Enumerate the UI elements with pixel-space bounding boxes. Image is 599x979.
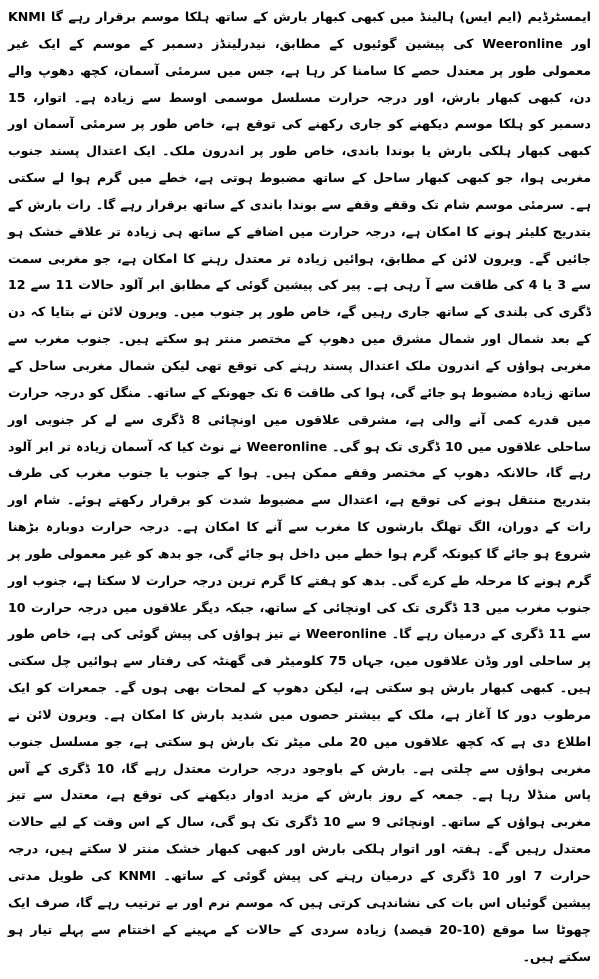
article-body: ایمسٹرڈیم (ایم ایس) ہالینڈ میں کبھی کبھار بارش کے ساتھ ہلکا موسم برقرار رہے گا KNMI اور Weeronline کی پیشین گوئیوں کے مطابق، نیدرلینڈز دسمبر کے موسم کے ایک غیر معمولی طور پر معتدل حصے کا سامنا کر رہا ہے، جس میں سرمئی آسمان، کچھ دھوپ والے دن، کبھی کبھار بارش، اور درجہ حرارت مسلسل موسمی اوسط سے زیادہ ہے۔ اتوار، 15 دسمبر کو ہلکا موسم دیکھنے کو جاری رکھنے کی توقع ہے، خاص طور پر سرمئی آسمان اور کبھی کبھار ہلکی بارش یا بوندا باندی، خاص طور پر اندرون ملک۔ ایک اعتدال پسند جنوب مغربی ہوا، جو کبھی کبھار ساحل کے ساتھ مضبوط ہوتی ہے، خطے میں گرم ہوا لے سکتی ہے۔ سرمئی موسم شام تک وقفے وقفے سے بوندا باندی کے ساتھ برقرار رہے گا۔ رات بارش کے بتدریج کلیئر ہونے کا امکان ہے، درجہ حرارت میں اضافے کے ساتھ ہی زیادہ تر علاقے خشک ہو جائیں گے۔ ویرون لائن کے مطابق، ہوائیں زیادہ تر معتدل رہنے کا امکان ہے، جو مغربی سمت سے 3 یا 4 کی طاقت سے آ رہی ہے۔ پیر کی پیشین گوئی کے مطابق ابر آلود حالات 11 سے 12 ڈگری کی بلندی کے ساتھ جاری رہیں گے، خاص طور پر جنوب میں۔ ویرون لائن نے بتایا کہ دن کے بعد شمال اور شمال مشرق میں دھوپ کے مختصر منتر ہو سکتے ہیں۔ جنوب مغرب سے مغربی ہواؤں کے اندرون ملک اعتدال پسند رہنے کی توقع تھی لیکن شمال مغربی ساحل کے ساتھ زیادہ مضبوط ہو جائے گی، ہوا کی طاقت 6 تک جھونکے کے ساتھ۔ منگل کو درجہ حرارت میں قدرے کمی آنے والی ہے، مشرقی علاقوں میں اونچائی 8 ڈگری سے لے کر جنوبی اور ساحلی علاقوں میں 10 ڈگری تک ہو گی۔ Weeronline نے نوٹ کیا کہ آسمان زیادہ تر ابر آلود رہے گا، حالانکہ دھوپ کے مختصر وقفے ممکن ہیں۔ ہوا کے جنوب یا جنوب مغرب کی طرف بتدریج منتقل ہونے کی توقع ہے، اعتدال سے مضبوط شدت کو برقرار رکھتے ہوئے۔ شام اور رات کے دوران، الگ تھلگ بارشوں کا مغرب سے آنے کا امکان ہے۔ درجہ حرارت دوبارہ بڑھنا شروع ہو جائے گا کیونکہ گرم ہوا خطے میں داخل ہو جائے گی، جو بدھ کو غیر معمولی طور پر گرم ہونے کا مرحلہ طے کرے گی۔ بدھ کو ہفتے کا گرم ترین درجہ حرارت لا سکتا ہے، جنوب اور جنوب مغرب میں 13 ڈگری تک کی اونچائی کے ساتھ، جبکہ دیگر علاقوں میں درجہ حرارت 10 سے 11 ڈگری کے درمیان رہے گا۔ Weeronline نے تیز ہواؤں کی پیش گوئی کی ہے، خاص طور پر ساحلی اور وڈن علاقوں میں، جہاں 75 کلومیٹر فی گھنٹہ کی رفتار سے ہوائیں چل سکتی ہیں۔ کبھی کبھار بارش ہو سکتی ہے، لیکن دھوپ کے لمحات بھی ہوں گے۔ جمعرات کو ایک مرطوب دور کا آغاز ہے، ملک کے بیشتر حصوں میں شدید بارش کا امکان ہے۔ ویرون لائن نے اطلاع دی ہے کہ کچھ علاقوں میں 20 ملی میٹر تک بارش ہو سکتی ہے، جو مسلسل جنوب مغربی ہواؤں سے چلتی ہے۔ بارش کے باوجود درجہ حرارت معتدل رہے گا، 10 ڈگری کے آس پاس منڈلا رہا ہے۔ جمعہ کے روز بارش کے مزید ادوار دیکھنے کی توقع ہے، معتدل سے تیز مغربی ہواؤں کے ساتھ۔ اونچائی 9 سے 10 ڈگری تک ہو گی، سال کے اس وقت کے لیے حالات معتدل رہیں گے۔ ہفتہ اور اتوار ہلکی بارش اور کبھی کبھار خشک منتر لا سکتے ہیں، درجہ حرارت 7 اور 10 ڈگری کے درمیان رہنے کی پیش گوئی کے ساتھ۔ KNMI کی طویل مدتی پیشین گوئیاں اس بات کی نشاندہی کرتی ہیں کہ موسم نرم اور بے ترتیب رہے گا، صرف ایک چھوٹا سا موقع (10-20 فیصد) زیادہ سردی کے حالات کے مہینے کے اختتام سے پہلے تیار ہو سکتے ہیں۔: [8, 9, 592, 964]
